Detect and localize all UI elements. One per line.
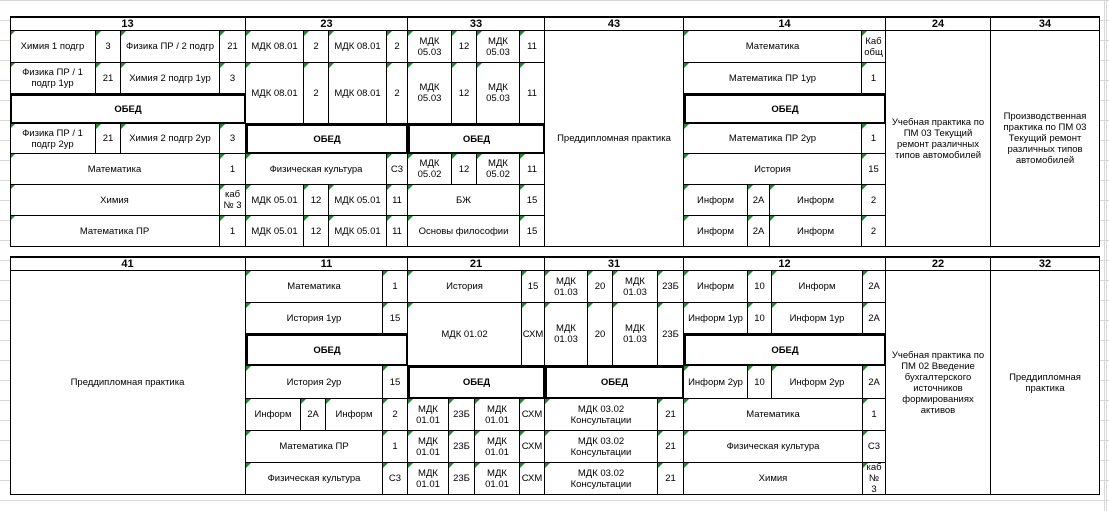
- g13-row5-room[interactable]: 1: [220, 154, 246, 185]
- g14-row6-a[interactable]: Информ: [684, 185, 748, 216]
- g21-row7-a-room[interactable]: 23Б: [449, 463, 475, 495]
- g12-row7[interactable]: Химия: [684, 463, 863, 495]
- g14-row2-room[interactable]: 1: [862, 63, 886, 94]
- g31-row2-b[interactable]: МДК 01.03: [613, 303, 658, 366]
- bottom-group-header-6[interactable]: 32: [991, 256, 1100, 271]
- top-group-header-1[interactable]: 23: [246, 16, 408, 31]
- g31-row7-room[interactable]: 21: [658, 463, 684, 495]
- g41-practice[interactable]: Преддипломная практика: [10, 271, 246, 495]
- top-group-header-0[interactable]: 13: [10, 16, 246, 31]
- g23-row5-room[interactable]: С3: [387, 154, 408, 185]
- g13-row1-a[interactable]: Химия 1 подгр: [10, 31, 96, 63]
- g13-row4-b[interactable]: Химия 2 подгр 2ур: [121, 124, 220, 154]
- g21-row7-b[interactable]: МДК 01.01: [475, 463, 520, 495]
- g11-row6-room[interactable]: 1: [383, 431, 408, 463]
- g14-row1-room[interactable]: Каб общ: [862, 31, 886, 63]
- g12-row1-b[interactable]: Информ: [772, 271, 863, 303]
- g13-row1-b[interactable]: Физика ПР / 2 подгр: [121, 31, 220, 63]
- g11-row7-room[interactable]: С3: [383, 463, 408, 495]
- g21-row5-b-room[interactable]: СХМ: [520, 399, 545, 431]
- g13-row4-a-room[interactable]: 21: [96, 124, 121, 154]
- bottom-group-header-4[interactable]: 12: [684, 256, 886, 271]
- g14-row2[interactable]: Математика ПР 1ур: [684, 63, 862, 94]
- g14-row1[interactable]: Математика: [684, 31, 862, 63]
- g12-lunch[interactable]: ОБЕД: [684, 334, 886, 366]
- g23-row1-b[interactable]: МДК 08.01: [329, 31, 387, 63]
- g33-row1-a-room[interactable]: 12: [452, 31, 477, 63]
- g23-row2-b-room[interactable]: 2: [387, 63, 408, 124]
- g31-lunch[interactable]: ОБЕД: [545, 366, 684, 399]
- g21-row6-a-room[interactable]: 23Б: [449, 431, 475, 463]
- g12-row1-b-room[interactable]: 2А: [863, 271, 886, 303]
- bottom-group-header-0[interactable]: 41: [10, 256, 246, 271]
- g33-row5-b[interactable]: МДК 05.02: [477, 154, 520, 185]
- g33-row1-a[interactable]: МДК 05.03: [408, 31, 452, 63]
- g21-row6-b[interactable]: МДК 01.01: [475, 431, 520, 463]
- g23-row1-a-room[interactable]: 2: [304, 31, 329, 63]
- g23-row7-b-room[interactable]: 11: [387, 216, 408, 247]
- g14-row7-a-room[interactable]: 2А: [748, 216, 770, 247]
- g33-row2-a[interactable]: МДК 05.03: [408, 63, 452, 124]
- g13-row2-b-room[interactable]: 3: [220, 63, 246, 94]
- g12-row2-b-room[interactable]: 2А: [863, 303, 886, 334]
- g11-row7[interactable]: Физическая культура: [246, 463, 383, 495]
- g12-row5-room[interactable]: 1: [863, 399, 886, 431]
- g21-row6-b-room[interactable]: СХМ: [520, 431, 545, 463]
- g21-row5-b[interactable]: МДК 01.01: [475, 399, 520, 431]
- g31-row2-a[interactable]: МДК 01.03: [545, 303, 588, 366]
- g31-row6-room[interactable]: 21: [658, 431, 684, 463]
- g11-row5-b-room[interactable]: 2: [383, 399, 408, 431]
- g23-row7-b[interactable]: МДК 05.01: [329, 216, 387, 247]
- g12-row2-a-room[interactable]: 10: [748, 303, 772, 334]
- g33-row5-a[interactable]: МДК 05.02: [408, 154, 452, 185]
- g24-practice[interactable]: Учебная практика по ПМ 03 Текущий ремонт различных типов автомобилей: [886, 31, 991, 247]
- g23-row7-a-room[interactable]: 12: [304, 216, 329, 247]
- g23-row2-a-room[interactable]: 2: [304, 63, 329, 124]
- g13-row4-a[interactable]: Физика ПР / 1 подгр 2ур: [10, 124, 96, 154]
- g33-row5-b-room[interactable]: 11: [520, 154, 545, 185]
- g23-row1-a[interactable]: МДК 08.01: [246, 31, 304, 63]
- g23-row7-a[interactable]: МДК 05.01: [246, 216, 304, 247]
- g33-row7-room[interactable]: 15: [520, 216, 545, 247]
- g21-row7-b-room[interactable]: СХМ: [520, 463, 545, 495]
- g31-row2-a-room[interactable]: 20: [588, 303, 613, 366]
- g13-row7-room[interactable]: 1: [220, 216, 246, 247]
- g13-row7[interactable]: Математика ПР: [10, 216, 220, 247]
- g34-practice[interactable]: Производственная практика по ПМ 03 Текущий ремонт различных типов автомобилей: [991, 31, 1100, 247]
- g23-row6-a[interactable]: МДК 05.01: [246, 185, 304, 216]
- g14-row7-b[interactable]: Информ: [770, 216, 862, 247]
- g31-row5-room[interactable]: 21: [658, 399, 684, 431]
- top-group-header-4[interactable]: 14: [684, 16, 886, 31]
- g33-row5-a-room[interactable]: 12: [452, 154, 477, 185]
- g23-row6-b[interactable]: МДК 05.01: [329, 185, 387, 216]
- g12-row4-a[interactable]: Информ 2ур: [684, 366, 748, 399]
- g14-row7-b-room[interactable]: 2: [862, 216, 886, 247]
- g23-row2-b[interactable]: МДК 08.01: [329, 63, 387, 124]
- g11-row5-b[interactable]: Информ: [326, 399, 383, 431]
- g13-row1-b-room[interactable]: 21: [220, 31, 246, 63]
- g11-row5-a-room[interactable]: 2А: [301, 399, 326, 431]
- top-group-header-5[interactable]: 24: [886, 16, 991, 31]
- g21-lunch[interactable]: ОБЕД: [408, 366, 545, 399]
- g21-row6-a[interactable]: МДК 01.01: [408, 431, 449, 463]
- g21-row7-a[interactable]: МДК 01.01: [408, 463, 449, 495]
- g21-row23[interactable]: МДК 01.02: [408, 303, 522, 366]
- g21-row5-a[interactable]: МДК 01.01: [408, 399, 449, 431]
- g12-row1-a-room[interactable]: 10: [748, 271, 772, 303]
- g14-row5[interactable]: История: [684, 154, 862, 185]
- g33-row2-a-room[interactable]: 12: [452, 63, 477, 124]
- g14-row6-b-room[interactable]: 2: [862, 185, 886, 216]
- g21-row23-room[interactable]: СХМ: [522, 303, 545, 366]
- g33-lunch[interactable]: ОБЕД: [408, 124, 545, 154]
- g11-row1[interactable]: Математика: [246, 271, 383, 303]
- bottom-group-header-3[interactable]: 31: [545, 256, 684, 271]
- g11-row2-room[interactable]: 15: [383, 303, 408, 334]
- top-group-header-3[interactable]: 43: [545, 16, 684, 31]
- bottom-group-header-5[interactable]: 22: [886, 256, 991, 271]
- g12-row6[interactable]: Физическая культура: [684, 431, 863, 463]
- g13-row6[interactable]: Химия: [10, 185, 220, 216]
- g23-lunch[interactable]: ОБЕД: [246, 124, 408, 154]
- g23-row6-a-room[interactable]: 12: [304, 185, 329, 216]
- g14-row6-a-room[interactable]: 2А: [748, 185, 770, 216]
- g14-lunch[interactable]: ОБЕД: [684, 94, 886, 124]
- g11-row4-room[interactable]: 15: [383, 366, 408, 399]
- g14-row5-room[interactable]: 15: [862, 154, 886, 185]
- g31-row6[interactable]: МДК 03.02 Консультации: [545, 431, 658, 463]
- top-group-header-6[interactable]: 34: [991, 16, 1100, 31]
- g31-row1-b-room[interactable]: 23Б: [658, 271, 684, 303]
- g23-row6-b-room[interactable]: 11: [387, 185, 408, 216]
- g14-row4[interactable]: Математика ПР 2ур: [684, 124, 862, 154]
- g31-row1-b[interactable]: МДК 01.03: [613, 271, 658, 303]
- g14-row7-a[interactable]: Информ: [684, 216, 748, 247]
- g13-row1-a-room[interactable]: 3: [96, 31, 121, 63]
- g14-row6-b[interactable]: Информ: [770, 185, 862, 216]
- g33-row6-room[interactable]: 15: [520, 185, 545, 216]
- g43-practice[interactable]: Преддипломная практика: [545, 31, 684, 247]
- bottom-group-header-1[interactable]: 11: [246, 256, 408, 271]
- g21-row1-room[interactable]: 15: [522, 271, 545, 303]
- g31-row1-a[interactable]: МДК 01.03: [545, 271, 588, 303]
- g12-row4-b[interactable]: Информ 2ур: [772, 366, 863, 399]
- g31-row7[interactable]: МДК 03.02 Консультации: [545, 463, 658, 495]
- g13-row5[interactable]: Математика: [10, 154, 220, 185]
- g12-row4-b-room[interactable]: 2А: [863, 366, 886, 399]
- g23-row2-a[interactable]: МДК 08.01: [246, 63, 304, 124]
- g12-row1-a[interactable]: Информ: [684, 271, 748, 303]
- g11-row4[interactable]: История 2ур: [246, 366, 383, 399]
- g33-row6[interactable]: БЖ: [408, 185, 520, 216]
- g13-row6-room[interactable]: каб № 3: [220, 185, 246, 216]
- g33-row2-b-room[interactable]: 11: [520, 63, 545, 124]
- g12-row2-a[interactable]: Информ 1ур: [684, 303, 748, 334]
- g13-lunch[interactable]: ОБЕД: [10, 94, 246, 124]
- g12-row7-room[interactable]: каб № 3: [863, 463, 886, 495]
- g33-row7[interactable]: Основы философии: [408, 216, 520, 247]
- g13-row2-a-room[interactable]: 21: [96, 63, 121, 94]
- g31-row5[interactable]: МДК 03.02 Консультации: [545, 399, 658, 431]
- g11-row5-a[interactable]: Информ: [246, 399, 301, 431]
- g21-row1[interactable]: История: [408, 271, 522, 303]
- g23-row1-b-room[interactable]: 2: [387, 31, 408, 63]
- g11-row6[interactable]: Математика ПР: [246, 431, 383, 463]
- g13-row2-b[interactable]: Химия 2 подгр 1ур: [121, 63, 220, 94]
- g12-row4-a-room[interactable]: 10: [748, 366, 772, 399]
- g11-row1-room[interactable]: 1: [383, 271, 408, 303]
- g31-row2-b-room[interactable]: 23Б: [658, 303, 684, 366]
- g12-row6-room[interactable]: С3: [863, 431, 886, 463]
- g33-row2-b[interactable]: МДК 05.03: [477, 63, 520, 124]
- g22-practice[interactable]: Учебная практика по ПМ 02 Введение бухгалтерского источников формированиях активов: [886, 271, 991, 495]
- top-group-header-2[interactable]: 33: [408, 16, 545, 31]
- g21-row5-a-room[interactable]: 23Б: [449, 399, 475, 431]
- g12-row2-b[interactable]: Информ 1ур: [772, 303, 863, 334]
- g31-row1-a-room[interactable]: 20: [588, 271, 613, 303]
- g13-row4-b-room[interactable]: 3: [220, 124, 246, 154]
- g13-row2-a[interactable]: Физика ПР / 1 подгр 1ур: [10, 63, 96, 94]
- g14-row4-room[interactable]: 1: [862, 124, 886, 154]
- g12-row5[interactable]: Математика: [684, 399, 863, 431]
- g33-row1-b-room[interactable]: 11: [520, 31, 545, 63]
- g32-practice[interactable]: Преддипломная практика: [991, 271, 1100, 495]
- bottom-group-header-2[interactable]: 21: [408, 256, 545, 271]
- g11-row2[interactable]: История 1ур: [246, 303, 383, 334]
- g23-row5[interactable]: Физическая культура: [246, 154, 387, 185]
- g33-row1-b[interactable]: МДК 05.03: [477, 31, 520, 63]
- g11-lunch[interactable]: ОБЕД: [246, 334, 408, 366]
